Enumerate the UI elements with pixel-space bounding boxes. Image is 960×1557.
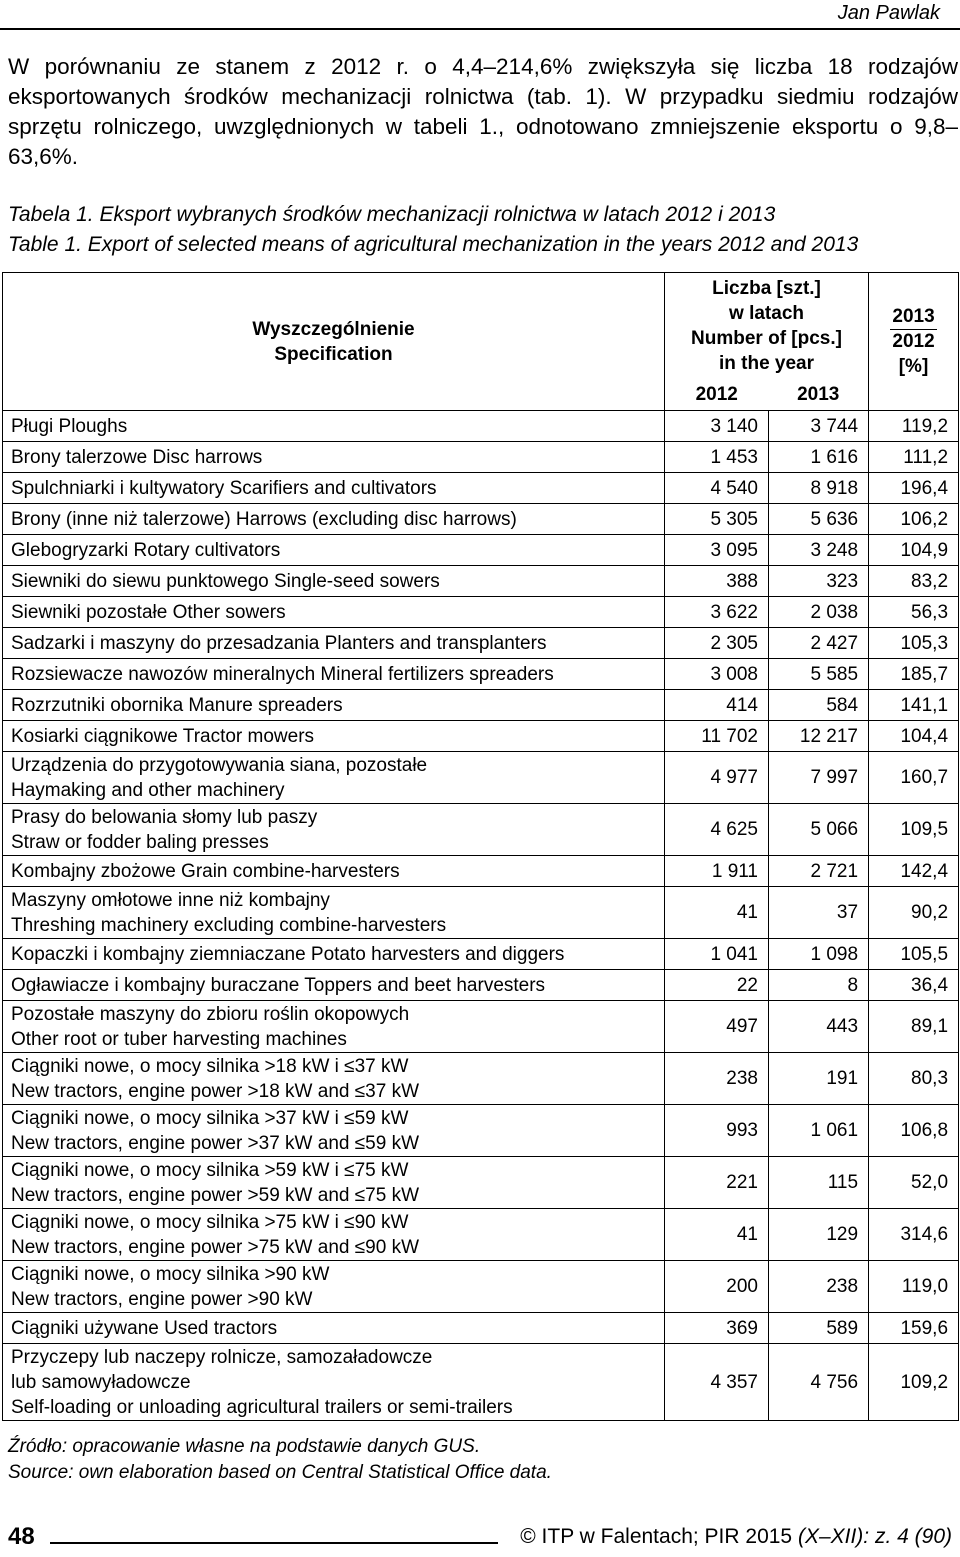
value-2012: 2 305 — [665, 628, 769, 659]
value-2013: 129 — [769, 1209, 869, 1261]
row-label-line: New tractors, engine power >37 kW and ≤59 kW — [11, 1132, 420, 1154]
row-label-line: Ogławiacze i kombajny buraczane Toppers and beet harvesters — [11, 974, 546, 996]
value-2013: 2 721 — [769, 856, 869, 887]
value-2012: 4 357 — [665, 1344, 769, 1421]
row-label — [3, 887, 665, 939]
table-row — [3, 970, 959, 1001]
row-label-line: Siewniki do siewu punktowego Single-seed sowers — [11, 570, 440, 592]
value-2012: 1 041 — [665, 939, 769, 970]
value-ratio: 196,4 — [869, 473, 959, 504]
export-table — [2, 272, 959, 1421]
value-ratio: 105,5 — [869, 939, 959, 970]
value-ratio: 111,2 — [869, 442, 959, 473]
row-label — [3, 535, 665, 566]
row-label — [3, 659, 665, 690]
row-label — [3, 597, 665, 628]
row-label-line: New tractors, engine power >18 kW and ≤37 kW — [11, 1080, 420, 1102]
author-name: Jan Pawlak — [837, 2, 940, 24]
value-2012: 497 — [665, 1001, 769, 1053]
value-2013: 584 — [769, 690, 869, 721]
header-count-line2: w latach — [729, 302, 804, 324]
row-label — [3, 1053, 665, 1105]
value-ratio: 56,3 — [869, 597, 959, 628]
row-label-line: Other root or tuber harvesting machines — [11, 1028, 347, 1050]
table-row — [3, 659, 959, 690]
row-label — [3, 939, 665, 970]
row-label-line: Ciągniki nowe, o mocy silnika >18 kW i ≤37 kW — [11, 1055, 409, 1077]
value-2012: 3 622 — [665, 597, 769, 628]
table-row — [3, 1053, 959, 1105]
value-ratio: 90,2 — [869, 887, 959, 939]
row-label-line: Ciągniki nowe, o mocy silnika >37 kW i ≤59 kW — [11, 1107, 409, 1129]
value-ratio: 36,4 — [869, 970, 959, 1001]
value-2013: 2 038 — [769, 597, 869, 628]
row-label-line: lub samowyładowcze — [11, 1371, 191, 1393]
row-label — [3, 1157, 665, 1209]
table-row — [3, 1313, 959, 1344]
row-label-line: Prasy do belowania słomy lub paszy — [11, 806, 318, 828]
value-2013: 7 997 — [769, 752, 869, 804]
table-row — [3, 1261, 959, 1313]
table-row — [3, 887, 959, 939]
value-2012: 4 540 — [665, 473, 769, 504]
header-spec-pl: Wyszczególnienie — [252, 318, 415, 340]
table-row — [3, 1001, 959, 1053]
header-year-2013: 2013 — [769, 379, 869, 411]
value-2013: 4 756 — [769, 1344, 869, 1421]
value-2012: 1 453 — [665, 442, 769, 473]
table-row — [3, 721, 959, 752]
value-2013: 3 248 — [769, 535, 869, 566]
body-paragraph: W porównaniu ze stanem z 2012 r. o 4,4–214,6% zwiększyła się liczba 18 rodzajów eksportowanych środków mechanizacji rolnictwa (tab. 1). W przypadku siedmiu rodzajów sprzętu rolniczego, uwzględnionych w tabeli 1., odnotowano zmniejszenie eksportu o 9,8–63,6%. — [8, 54, 958, 169]
row-label — [3, 752, 665, 804]
value-ratio: 119,2 — [869, 411, 959, 442]
row-label-line: New tractors, engine power >75 kW and ≤90 kW — [11, 1236, 420, 1258]
value-2013: 3 744 — [769, 411, 869, 442]
value-2012: 200 — [665, 1261, 769, 1313]
table-row — [3, 939, 959, 970]
value-ratio: 142,4 — [869, 856, 959, 887]
value-2012: 993 — [665, 1105, 769, 1157]
value-ratio: 314,6 — [869, 1209, 959, 1261]
value-2012: 4 625 — [665, 804, 769, 856]
value-ratio: 104,4 — [869, 721, 959, 752]
row-label-line: Ciągniki nowe, o mocy silnika >59 kW i ≤75 kW — [11, 1159, 409, 1181]
source-en: Source: own elaboration based on Central Statistical Office data. — [8, 1462, 552, 1483]
row-label-line: Urządzenia do przygotowywania siana, pozostałe — [11, 754, 428, 776]
journal-name: © ITP w Falentach; PIR 2015 — [520, 1525, 793, 1548]
header-year-2012: 2012 — [665, 379, 769, 411]
value-2012: 238 — [665, 1053, 769, 1105]
row-label — [3, 856, 665, 887]
value-2013: 8 — [769, 970, 869, 1001]
value-2012: 5 305 — [665, 504, 769, 535]
value-2013: 1 616 — [769, 442, 869, 473]
row-label — [3, 1001, 665, 1053]
row-label-line: Brony (inne niż talerzowe) Harrows (excluding disc harrows) — [11, 508, 517, 530]
value-2012: 414 — [665, 690, 769, 721]
value-ratio: 106,8 — [869, 1105, 959, 1157]
header-count-line4: in the year — [718, 352, 815, 374]
value-ratio: 109,5 — [869, 804, 959, 856]
source-pl: Źródło: opracowanie własne na podstawie danych GUS. — [8, 1436, 481, 1457]
value-2012: 388 — [665, 566, 769, 597]
row-label-line: Brony talerzowe Disc harrows — [11, 446, 263, 468]
row-label-line: Spulchniarki i kultywatory Scarifiers and cultivators — [11, 477, 437, 499]
value-2012: 3 140 — [665, 411, 769, 442]
page-number: 48 — [8, 1523, 35, 1550]
value-ratio: 159,6 — [869, 1313, 959, 1344]
row-label-line: Ciągniki używane Used tractors — [11, 1317, 278, 1339]
row-label-line: Self-loading or unloading agricultural trailers or semi-trailers — [11, 1396, 513, 1418]
table-row — [3, 1105, 959, 1157]
row-label-line: Pozostałe maszyny do zbioru roślin okopowych — [11, 1003, 410, 1025]
row-label — [3, 1313, 665, 1344]
table-row — [3, 690, 959, 721]
row-label — [3, 690, 665, 721]
value-ratio: 185,7 — [869, 659, 959, 690]
value-2013: 323 — [769, 566, 869, 597]
table-row — [3, 566, 959, 597]
table-row — [3, 535, 959, 566]
source-note — [8, 1434, 552, 1486]
value-2013: 191 — [769, 1053, 869, 1105]
value-ratio: 89,1 — [869, 1001, 959, 1053]
value-ratio: 106,2 — [869, 504, 959, 535]
table-caption-en: Table 1. Export of selected means of agricultural mechanization in the years 2012 and 2013 — [8, 233, 859, 256]
value-2013: 2 427 — [769, 628, 869, 659]
table-row — [3, 442, 959, 473]
row-label-line: Siewniki pozostałe Other sowers — [11, 601, 286, 623]
header-spec-en: Specification — [274, 343, 393, 365]
header-count-line3: Number of [pcs.] — [691, 327, 842, 349]
ratio-unit: [%] — [898, 355, 929, 377]
ratio-denominator: 2012 — [892, 330, 935, 352]
row-label-line: New tractors, engine power >59 kW and ≤75 kW — [11, 1184, 420, 1206]
value-2012: 41 — [665, 887, 769, 939]
footer-rule — [50, 1542, 498, 1544]
value-2013: 589 — [769, 1313, 869, 1344]
table-row — [3, 628, 959, 659]
journal-issue: (X–XII): z. 4 (90) — [797, 1525, 952, 1548]
footer-journal — [520, 1525, 952, 1549]
value-2012: 22 — [665, 970, 769, 1001]
value-ratio: 160,7 — [869, 752, 959, 804]
table-row — [3, 856, 959, 887]
row-label-line: New tractors, engine power >90 kW — [11, 1288, 313, 1310]
value-ratio: 109,2 — [869, 1344, 959, 1421]
page-header — [0, 0, 960, 30]
value-2013: 12 217 — [769, 721, 869, 752]
value-ratio: 83,2 — [869, 566, 959, 597]
table-row — [3, 1344, 959, 1421]
table-row — [3, 752, 959, 804]
row-label-line: Pługi Ploughs — [11, 415, 128, 437]
row-label — [3, 1105, 665, 1157]
row-label-line: Straw or fodder baling presses — [11, 831, 269, 853]
row-label — [3, 566, 665, 597]
value-2013: 37 — [769, 887, 869, 939]
header-ratio — [869, 273, 959, 411]
row-label — [3, 411, 665, 442]
value-2012: 11 702 — [665, 721, 769, 752]
row-label — [3, 442, 665, 473]
row-label — [3, 504, 665, 535]
value-ratio: 80,3 — [869, 1053, 959, 1105]
value-2013: 1 098 — [769, 939, 869, 970]
row-label-line: Przyczepy lub naczepy rolnicze, samozaładowcze — [11, 1346, 433, 1368]
value-2012: 41 — [665, 1209, 769, 1261]
value-ratio: 105,3 — [869, 628, 959, 659]
header-count-line1: Liczba [szt.] — [712, 277, 821, 299]
value-2012: 3 095 — [665, 535, 769, 566]
row-label-line: Haymaking and other machinery — [11, 779, 285, 801]
row-label — [3, 1344, 665, 1421]
ratio-fraction — [890, 305, 936, 354]
table-body — [3, 411, 959, 1421]
value-2013: 5 066 — [769, 804, 869, 856]
table-row — [3, 804, 959, 856]
row-label — [3, 804, 665, 856]
value-2013: 5 636 — [769, 504, 869, 535]
row-label-line: Ciągniki nowe, o mocy silnika >90 kW — [11, 1263, 330, 1285]
row-label-line: Sadzarki i maszyny do przesadzania Planters and transplanters — [11, 632, 547, 654]
row-label-line: Ciągniki nowe, o mocy silnika >75 kW i ≤90 kW — [11, 1211, 409, 1233]
row-label-line: Kombajny zbożowe Grain combine-harvesters — [11, 860, 400, 882]
value-2012: 1 911 — [665, 856, 769, 887]
value-2013: 5 585 — [769, 659, 869, 690]
value-2012: 369 — [665, 1313, 769, 1344]
table-row — [3, 473, 959, 504]
row-label-line: Rozrzutniki obornika Manure spreaders — [11, 694, 343, 716]
header-count — [665, 273, 869, 379]
table-row — [3, 1157, 959, 1209]
value-ratio: 141,1 — [869, 690, 959, 721]
table-row — [3, 597, 959, 628]
row-label — [3, 1209, 665, 1261]
table-row — [3, 411, 959, 442]
value-2012: 4 977 — [665, 752, 769, 804]
value-2013: 115 — [769, 1157, 869, 1209]
value-2013: 238 — [769, 1261, 869, 1313]
row-label — [3, 628, 665, 659]
value-2013: 8 918 — [769, 473, 869, 504]
row-label-line: Rozsiewacze nawozów mineralnych Mineral fertilizers spreaders — [11, 663, 554, 685]
table-row — [3, 504, 959, 535]
value-ratio: 119,0 — [869, 1261, 959, 1313]
value-2012: 3 008 — [665, 659, 769, 690]
row-label — [3, 473, 665, 504]
ratio-numerator: 2013 — [890, 305, 936, 330]
value-2012: 221 — [665, 1157, 769, 1209]
header-specification — [3, 273, 665, 411]
table-row — [3, 1209, 959, 1261]
row-label-line: Maszyny omłotowe inne niż kombajny — [11, 889, 330, 911]
value-2013: 443 — [769, 1001, 869, 1053]
table-caption-pl: Tabela 1. Eksport wybranych środków mechanizacji rolnictwa w latach 2012 i 2013 — [8, 203, 776, 226]
row-label — [3, 721, 665, 752]
row-label — [3, 1261, 665, 1313]
row-label-line: Glebogryzarki Rotary cultivators — [11, 539, 281, 561]
row-label-line: Threshing machinery excluding combine-harvesters — [11, 914, 447, 936]
value-ratio: 52,0 — [869, 1157, 959, 1209]
value-2013: 1 061 — [769, 1105, 869, 1157]
row-label-line: Kosiarki ciągnikowe Tractor mowers — [11, 725, 315, 747]
row-label — [3, 970, 665, 1001]
value-ratio: 104,9 — [869, 535, 959, 566]
row-label-line: Kopaczki i kombajny ziemniaczane Potato harvesters and diggers — [11, 943, 565, 965]
